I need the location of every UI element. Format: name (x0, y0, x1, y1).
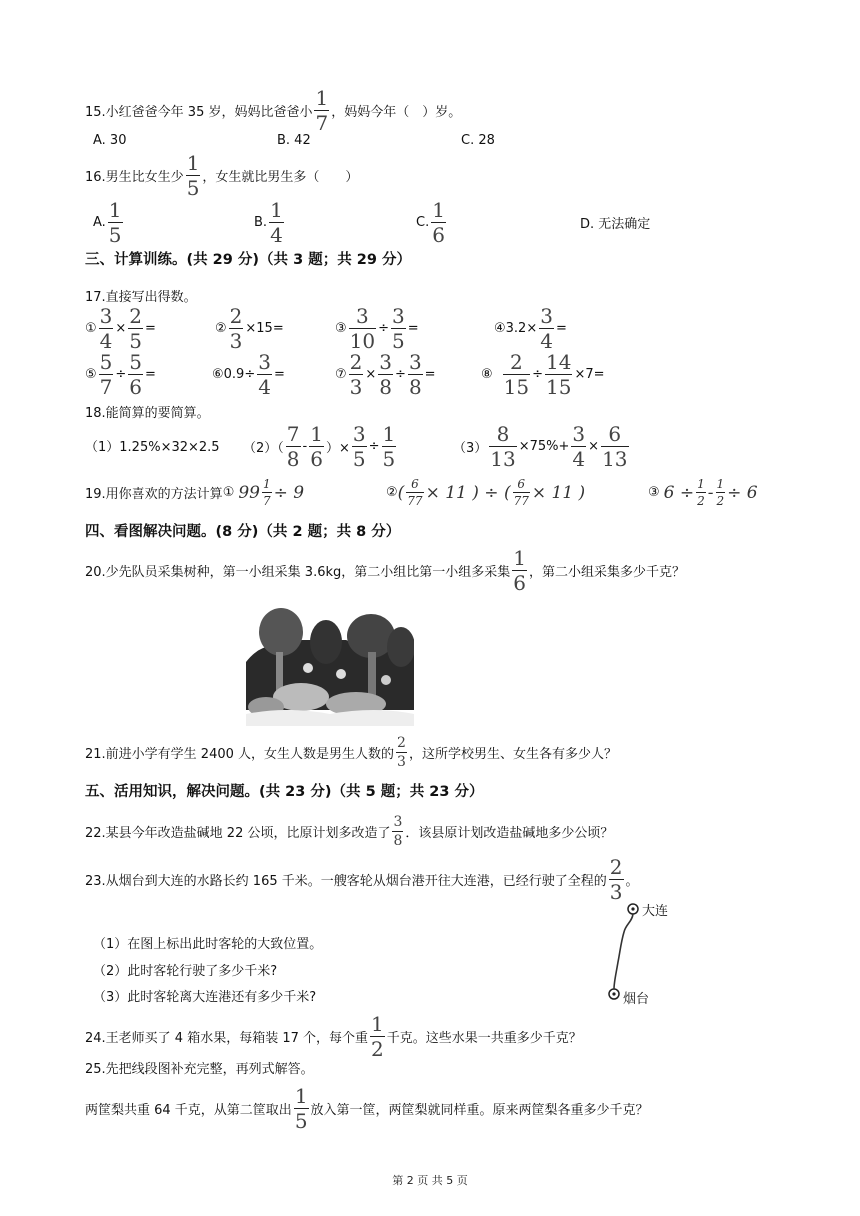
q19-stem: 19.用你喜欢的方法计算 ① 99 1 7 ÷ 9 (85, 477, 305, 508)
section-4-heading: 四、看图解决问题。(8 分)（共 2 题；共 8 分） (85, 524, 401, 540)
q16-option-c: C. 1 6 (416, 198, 445, 247)
q19-expression-2: ② ( 6 77 × 11 ) ÷ ( 6 77 × 11 ) (386, 477, 586, 508)
q17-item-5: ⑤ 5 7 ÷ 5 6 = (85, 350, 156, 399)
q25-stem: 两筐梨共重 64 千克，从第二筐取出 1 5 放入第一筐，两筐梨就同样重。原来两筐梨各重多少千克？ (85, 1084, 649, 1133)
q17-item-4: ④ 3.2× 3 4 = (494, 304, 567, 353)
q16-text-pre: 16.男生比女生少 (85, 170, 184, 185)
q15-option-c: C. 28 (461, 133, 495, 148)
q15-option-a: A. 30 (93, 133, 127, 148)
q18-part-1: （1）1.25%×32×2.5 (85, 440, 220, 455)
q25-title: 25.先把线段图补充完整，再列式解答。 (85, 1062, 314, 1077)
section-3-heading: 三、计算训练。(共 29 分)（共 3 题；共 29 分） (85, 252, 411, 268)
q23-sub-1: （1）在图上标出此时客轮的大致位置。 (93, 937, 323, 952)
q17-item-2: ② 2 3 ×15= (215, 304, 284, 353)
q15-stem (85, 88, 461, 133)
route-map[interactable] (596, 900, 696, 1006)
q17-title: 17.直接写出得数。 (85, 290, 197, 305)
q17-item-1: ① 3 4 × 2 5 = (85, 304, 156, 353)
q22-stem: 22.某县今年改造盐碱地 22 公顷，比原计划多改造了 3 8 ．该县原计划改造盐碱地多少公顷？ (85, 814, 614, 849)
q20-stem: 20.少先队员采集树种，第一小组采集 3.6kg，第二小组比第一小组多采集 1 6 ，第二小组采集多少千克？ (85, 546, 686, 595)
q18-part-3: （3） 8 13 ×75%+ 3 4 × 6 13 (453, 422, 628, 471)
q16-option-d: D. 无法确定 (580, 217, 651, 232)
q21-stem: 21.前进小学有学生 2400 人，女生人数是男生人数的 2 3 ，这所学校男生、女生各有多少人？ (85, 735, 617, 770)
q17-item-7: ⑦ 2 3 × 3 8 ÷ 3 8 = (335, 350, 436, 399)
q15-text-pre: 15.小红爸爸今年 35 岁，妈妈比爸爸小 (85, 105, 313, 120)
q16-stem (85, 153, 358, 198)
map-label-yantai: 烟台 (623, 992, 650, 1007)
forest-illustration (246, 602, 414, 726)
q23-sub-2: （2）此时客轮行驶了多少千米? (93, 964, 278, 979)
q19-expression-3: ③ 6 ÷ 1 2 - 1 2 ÷ 6 (648, 477, 758, 508)
q17-item-3: ③ 3 10 ÷ 3 5 = (335, 304, 419, 353)
q16-option-a: A. 1 5 (93, 198, 122, 247)
q15-option-b: B. 42 (277, 133, 311, 148)
q18-title: 18.能简算的要简算。 (85, 406, 210, 421)
q16-option-b: B. 1 4 (254, 198, 283, 247)
q18-part-2: （2）（ 7 8 - 1 6 ）× 3 5 ÷ 1 5 (243, 422, 396, 471)
q23-sub-3: （3）此时客轮离大连港还有多少千米? (93, 990, 317, 1005)
q19-title: 19.用你喜欢的方法计算 (85, 487, 223, 502)
map-label-dalian: 大连 (642, 904, 669, 919)
q15-text-post: ，妈妈今年（ ）岁。 (331, 105, 462, 120)
q15-fraction: 1 7 (315, 86, 329, 135)
section-5-heading: 五、活用知识，解决问题。(共 23 分)（共 5 题；共 23 分） (85, 784, 484, 800)
page-footer: 第 2 页 共 5 页 (392, 1174, 468, 1187)
q17-item-6: ⑥ 0.9÷ 3 4 = (212, 350, 285, 399)
q16-text-post: ，女生就比男生多（ ） (202, 170, 359, 185)
q23-stem: 23.从烟台到大连的水路长约 165 千米。一艘客轮从烟台港开往大连港，已经行驶了全程的 2 3 。 (85, 855, 639, 904)
q24-stem: 24.王老师买了 4 箱水果，每箱装 17 个，每个重 1 2 千克。这些水果一共重多少千克？ (85, 1012, 582, 1061)
q16-fraction: 1 5 (186, 151, 200, 200)
q17-item-8: ⑧ 2 15 ÷ 14 15 ×7= (481, 350, 605, 399)
